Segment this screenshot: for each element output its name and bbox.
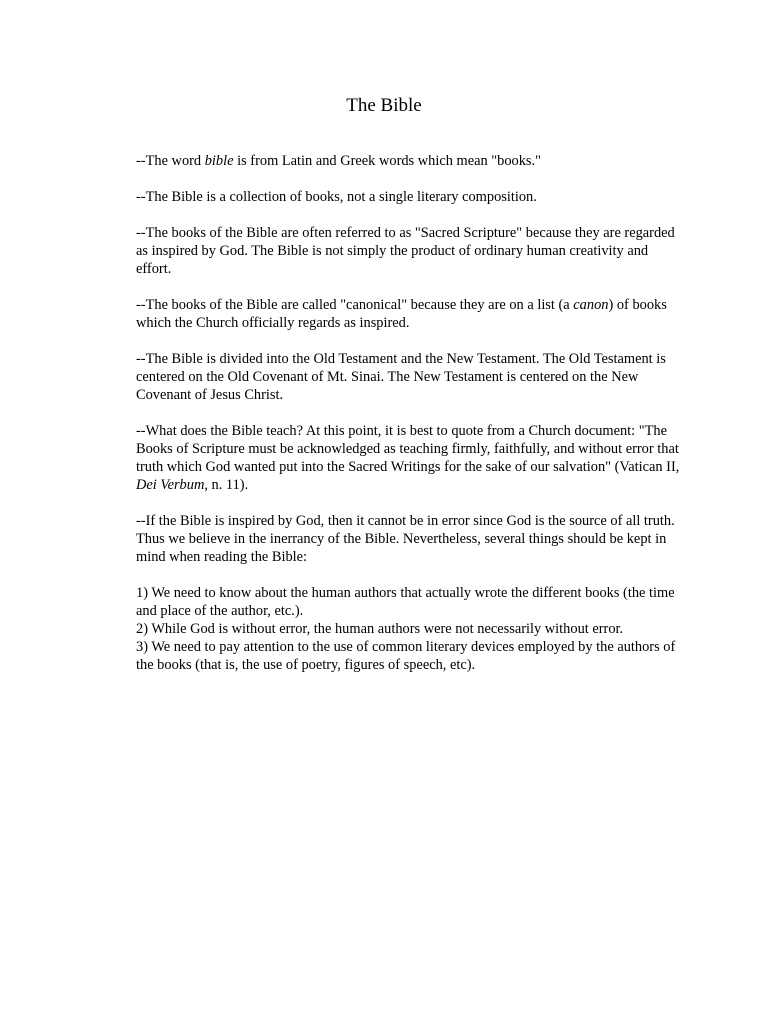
list-item: 1) We need to know about the human authors that actually wrote the different books (the time and place of the author, etc.).: [136, 585, 675, 619]
list-item: 2) While God is without error, the human authors were not necessarily without error.: [136, 621, 624, 637]
paragraph-text: , n. 11).: [204, 477, 249, 493]
document-body: [136, 152, 681, 674]
paragraph-word-bible: [136, 152, 681, 170]
italic-term-bible: bible: [204, 153, 234, 169]
paragraph-text: --The word: [136, 153, 205, 169]
document-title: The Bible: [346, 95, 422, 116]
italic-term-dei-verbum: Dei Verbum: [136, 477, 205, 493]
paragraph-what-bible-teaches: [136, 422, 681, 494]
paragraph-text: ) of books which the Church officially regards as inspired.: [136, 297, 667, 331]
paragraph-inerrancy: --If the Bible is inspired by God, then it cannot be in error since God is the source of all truth. Thus we believe in the inerrancy of the Bible. Nevertheless, several things should be kept in mind when reading the Bible:: [136, 513, 675, 565]
paragraph-collection-of-books: --The Bible is a collection of books, not a single literary composition.: [136, 189, 537, 205]
paragraph-canonical: [136, 296, 681, 332]
paragraph-text: --The books of the Bible are called "canonical" because they are on a list (a: [136, 297, 574, 313]
paragraph-sacred-scripture: --The books of the Bible are often referred to as "Sacred Scripture" because they are regarded as inspired by God. The Bible is not simply the product of ordinary human creativity and effort.: [136, 225, 675, 277]
paragraph-text: is from Latin and Greek words which mean "books.": [233, 153, 542, 169]
numbered-list: [136, 584, 681, 674]
paragraph-testaments: --The Bible is divided into the Old Testament and the New Testament. The Old Testament is centered on the Old Covenant of Mt. Sinai. The New Testament is centered on the New Covenant of Jesus Christ.: [136, 351, 666, 403]
italic-term-canon: canon: [573, 297, 609, 313]
list-item: 3) We need to pay attention to the use of common literary devices employed by the authors of the books (that is, the use of poetry, figures of speech, etc).: [136, 639, 676, 673]
paragraph-text: --What does the Bible teach? At this point, it is best to quote from a Church document: "The Books of Scripture must be acknowledged as teaching firmly, faithfully, and without error that truth which God wanted put into the Sacred Writings for the sake of our salvation" (Vatican II,: [136, 423, 680, 475]
